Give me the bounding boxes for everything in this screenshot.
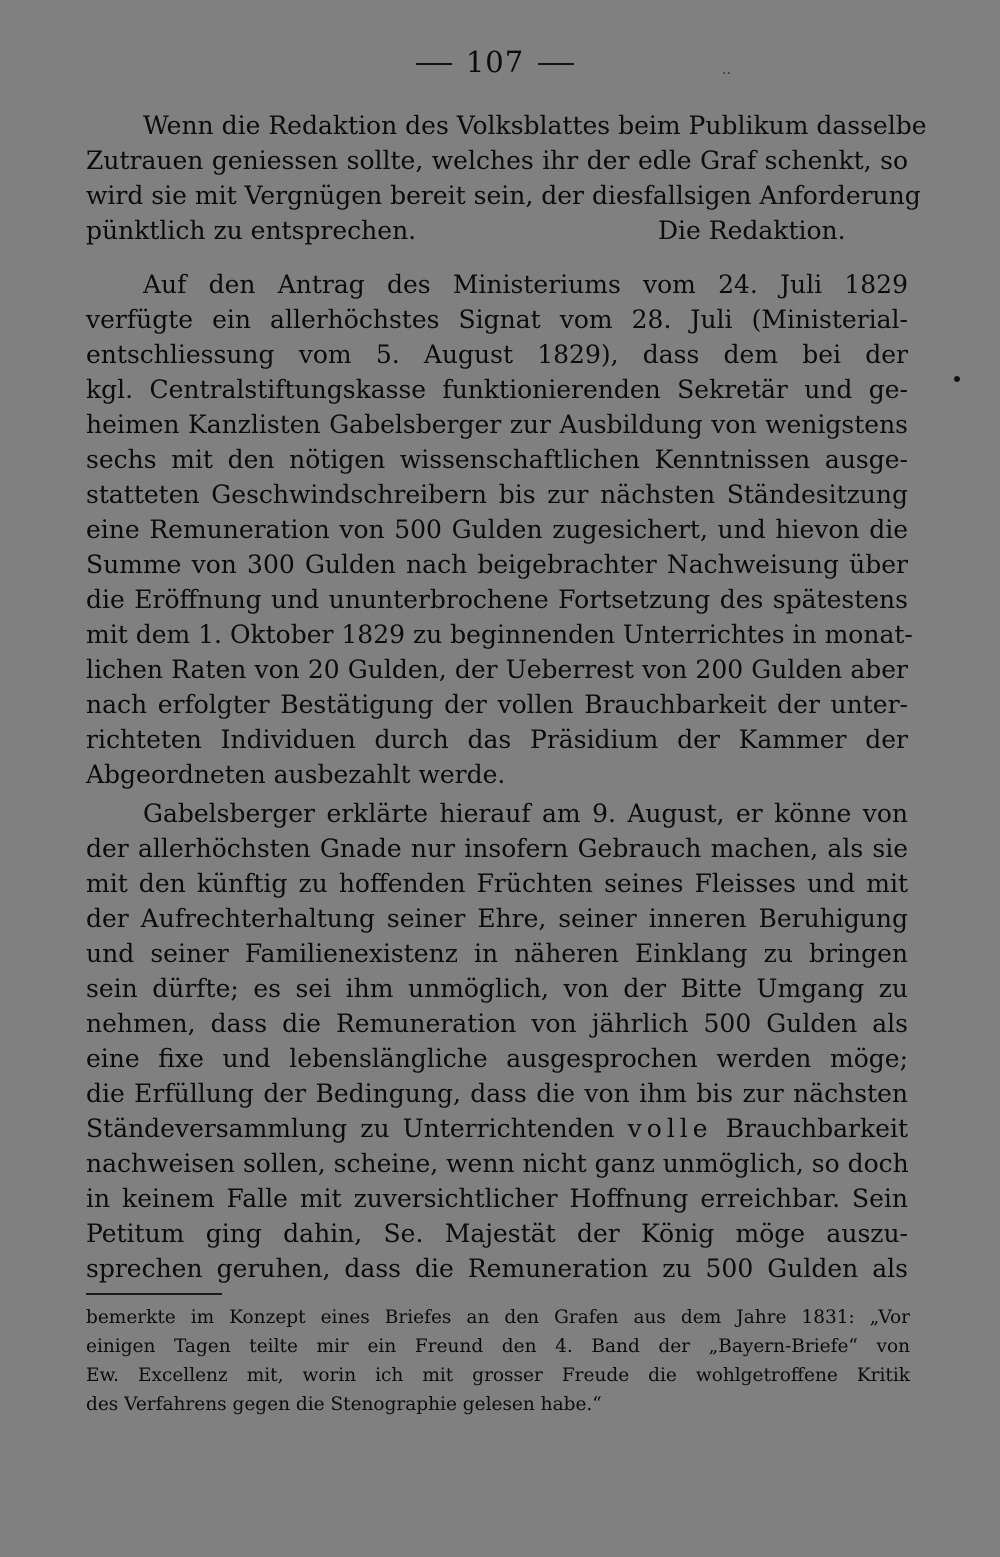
text-line-with-spaced-word <box>86 1111 908 1146</box>
paragraph-1 <box>86 108 927 248</box>
text-line-fragment: Brauchbarkeit <box>712 1114 908 1143</box>
signature: Die Redaktion. <box>658 216 846 245</box>
footnote-line: des Verfahrens gegen die Stenographie gelesen habe.“ <box>86 1394 602 1415</box>
footnote-line: Ew. Excellenz mit, worin ich mit grosser Freude die wohlgetroffene Kritik <box>86 1365 910 1386</box>
text-line: Gabelsberger erklärte hierauf am 9. August, er könne von <box>143 799 908 828</box>
text-line: Zutrauen geniessen sollte, welches ihr der edle Graf schenkt, so <box>86 146 908 175</box>
text-line: sein dürfte; es sei ihm unmöglich, von der Bitte Umgang zu <box>86 974 908 1003</box>
text-line: mit dem 1. Oktober 1829 zu beginnenden Unterrichtes in monat- <box>86 620 913 649</box>
left-dash <box>416 63 452 65</box>
text-line: nach erfolgter Bestätigung der vollen Brauchbarkeit der unter- <box>86 690 908 719</box>
text-line: Auf den Antrag des Ministeriums vom 24. Juli 1829 <box>143 270 908 299</box>
right-dash <box>538 63 574 65</box>
text-line: nachweisen sollen, scheine, wenn nicht ganz unmöglich, so doch <box>86 1149 909 1178</box>
text-line: mit den künftig zu hoffenden Früchten seines Fleisses und mit <box>86 869 908 898</box>
paragraph-2 <box>86 267 913 792</box>
footnote <box>86 1303 910 1419</box>
text-line: verfügte ein allerhöchstes Signat vom 28. Juli (Ministerial- <box>86 305 908 334</box>
footnote-line: bemerkte im Konzept eines Briefes an den Grafen aus dem Jahre 1831: „Vor <box>86 1307 910 1328</box>
text-line: nehmen, dass die Remuneration von jährlich 500 Gulden als <box>86 1009 908 1038</box>
text-line: richteten Individuen durch das Präsidium der Kammer der <box>86 725 908 754</box>
text-line: Summe von 300 Gulden nach beigebrachter Nachweisung über <box>86 550 908 579</box>
text-line: in keinem Falle mit zuversichtlicher Hoffnung erreichbar. Sein <box>86 1184 908 1213</box>
text-line: und seiner Familienexistenz in näheren Einklang zu bringen <box>86 939 908 968</box>
paragraph-3 <box>86 796 908 1286</box>
text-line-fragment: Ständeversammlung zu Unterrichtenden <box>86 1114 628 1143</box>
footnote-separator <box>86 1293 222 1295</box>
text-line: entschliessung vom 5. August 1829), dass dem bei der <box>86 340 908 369</box>
text-line-fragment: pünktlich zu entsprechen. <box>86 216 417 245</box>
text-line: Wenn die Redaktion des Volksblattes beim Publikum dasselbe <box>143 111 927 140</box>
text-line: eine Remuneration von 500 Gulden zugesichert, und hievon die <box>86 515 908 544</box>
page-number <box>0 42 990 82</box>
text-line: Petitum ging dahin, Se. Majestät der König möge auszu- <box>86 1219 908 1248</box>
footnote-line: einigen Tagen teilte mir ein Freund den 4. Band der „Bayern-Briefe“ von <box>86 1336 910 1357</box>
text-line: statteten Geschwindschreibern bis zur nächsten Ständesitzung <box>86 480 908 509</box>
text-line: lichen Raten von 20 Gulden, der Ueberrest von 200 Gulden aber <box>86 655 908 684</box>
text-line: Abgeordneten ausbezahlt werde. <box>86 760 506 789</box>
stray-dots: .. <box>722 62 731 78</box>
margin-speck <box>954 376 960 382</box>
text-line: der Aufrechterhaltung seiner Ehre, seiner inneren Beruhigung <box>86 904 908 933</box>
text-line: eine fixe und lebenslängliche ausgesprochen werden möge; <box>86 1044 908 1073</box>
text-line: sprechen geruhen, dass die Remuneration zu 500 Gulden als <box>86 1254 908 1283</box>
text-line: sechs mit den nötigen wissenschaftlichen Kenntnissen ausge- <box>86 445 908 474</box>
text-line: die Eröffnung und ununterbrochene Fortsetzung des spätestens <box>86 585 908 614</box>
text-line: wird sie mit Vergnügen bereit sein, der diesfallsigen Anforderung <box>86 181 921 210</box>
text-line: die Erfüllung der Bedingung, dass die von ihm bis zur nächsten <box>86 1079 908 1108</box>
spaced-emphasis-word: volle <box>627 1114 713 1143</box>
text-line: heimen Kanzlisten Gabelsberger zur Ausbildung von wenigstens <box>86 410 908 439</box>
text-line: kgl. Centralstiftungskasse funktionierenden Sekretär und ge- <box>86 375 908 404</box>
page-number-text: 107 <box>465 45 525 79</box>
text-line-with-signature <box>86 213 908 248</box>
text-line: der allerhöchsten Gnade nur insofern Gebrauch machen, als sie <box>86 834 908 863</box>
